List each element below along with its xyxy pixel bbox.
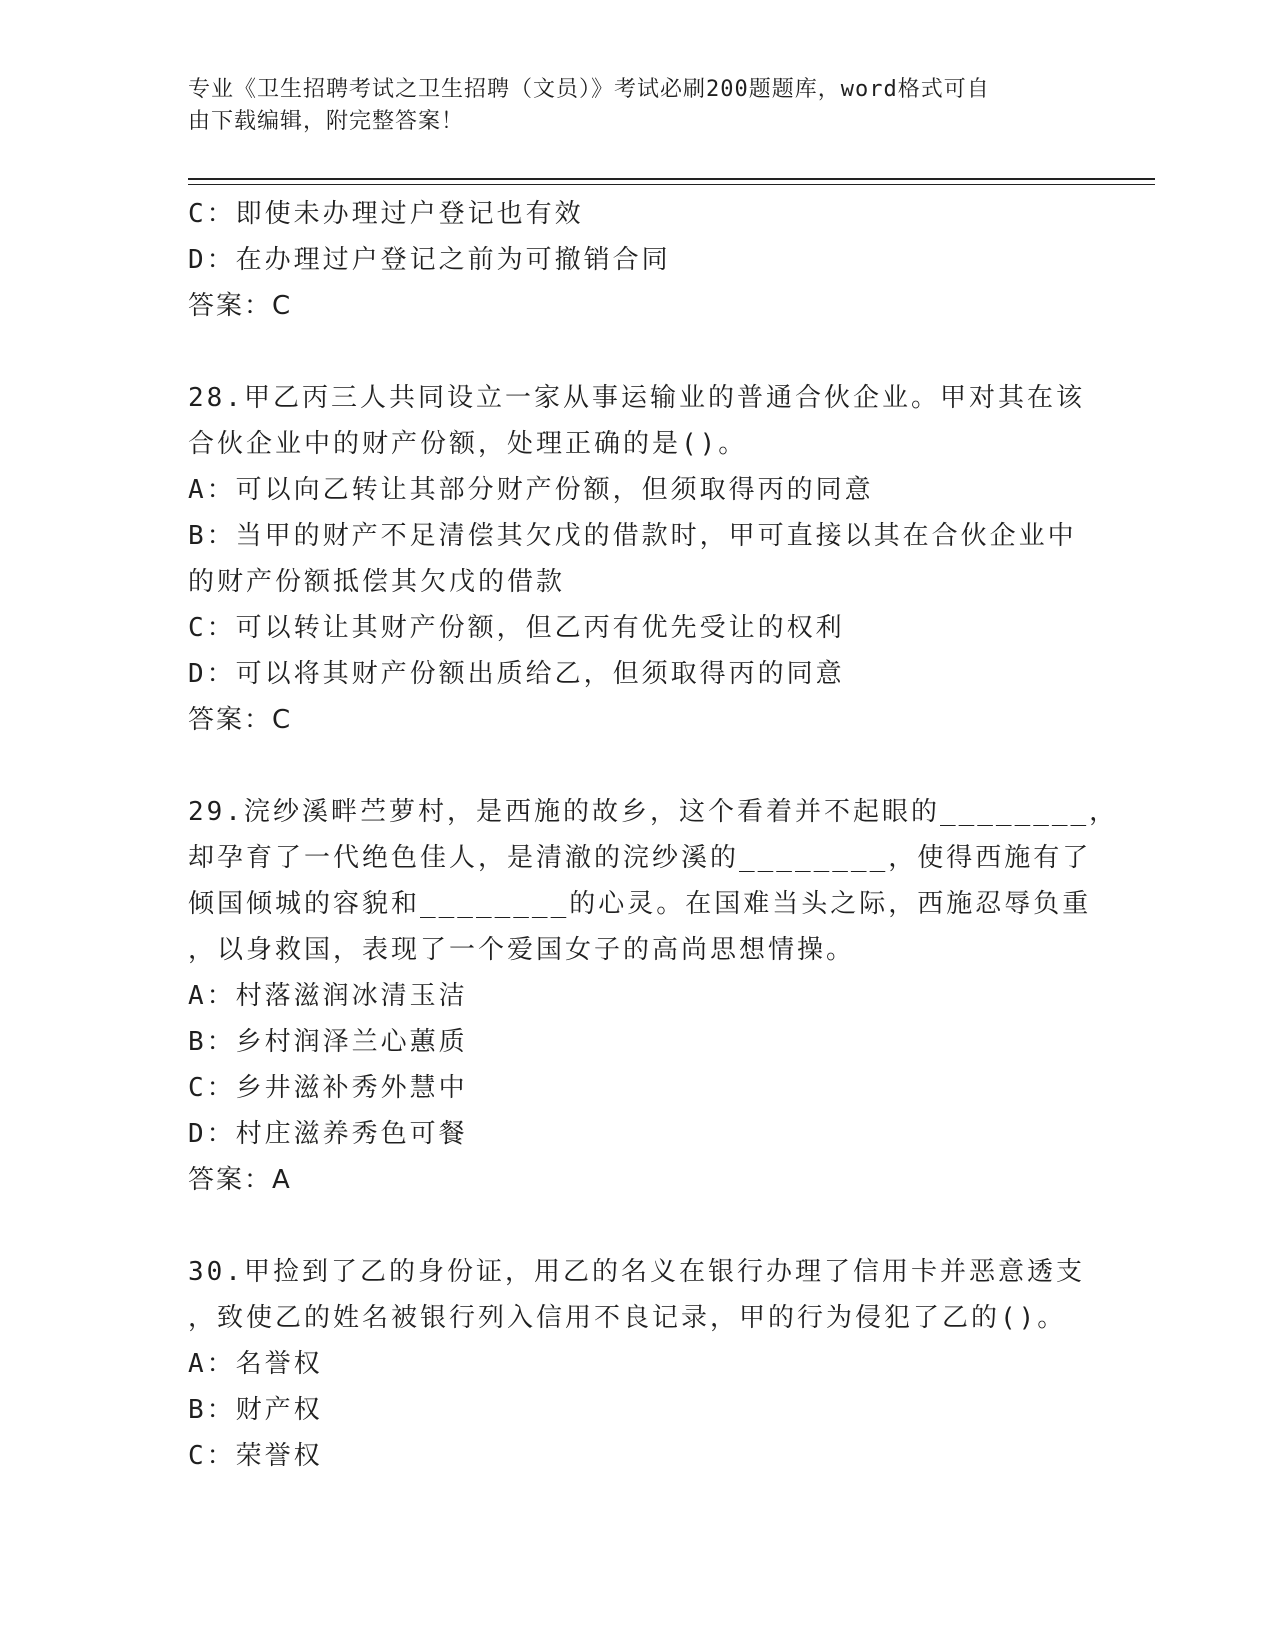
question-28 — [188, 375, 1088, 743]
question-27 — [188, 191, 1088, 329]
spacer — [188, 743, 1088, 789]
q29-answer: 答案：A — [188, 1165, 292, 1195]
q30-option-a: A：名誉权 — [188, 1349, 323, 1379]
q28-stem-line-2: 合伙企业中的财产份额，处理正确的是()。 — [188, 429, 748, 459]
question-list — [188, 191, 1119, 1479]
q30-stem-line-1: 30.甲捡到了乙的身份证，用乙的名义在银行办理了信用卡并恶意透支 — [188, 1257, 1085, 1287]
header-line-1: 专业《卫生招聘考试之卫生招聘（文员）》考试必刷200题题库，word格式可自 — [188, 77, 990, 102]
q29-option-a: A：村落滋润冰清玉洁 — [188, 981, 468, 1011]
q29-stem-line-4: ，以身救国，表现了一个爱国女子的高尚思想情操。 — [188, 935, 856, 965]
spacer — [188, 1203, 1088, 1249]
q28-stem-line-1: 28.甲乙丙三人共同设立一家从事运输业的普通合伙企业。甲对其在该 — [188, 383, 1085, 413]
q27-option-c: C：即使未办理过户登记也有效 — [188, 199, 584, 229]
q29-option-d: D：村庄滋养秀色可餐 — [188, 1119, 468, 1149]
q28-option-d: D：可以将其财产份额出质给乙，但须取得丙的同意 — [188, 659, 845, 689]
q28-option-b-line-2: 的财产份额抵偿其欠戊的借款 — [188, 567, 566, 597]
q29-stem-line-2: 却孕育了一代绝色佳人，是清澈的浣纱溪的________，使得西施有了 — [188, 843, 1092, 873]
q28-answer: 答案：C — [188, 705, 293, 735]
q29-stem-line-3: 倾国倾城的容貌和________的心灵。在国难当头之际，西施忍辱负重 — [188, 889, 1092, 919]
q27-option-d: D：在办理过户登记之前为可撤销合同 — [188, 245, 671, 275]
q28-option-b-line-1: B：当甲的财产不足清偿其欠戊的借款时，甲可直接以其在合伙企业中 — [188, 521, 1077, 551]
spacer — [188, 329, 1088, 375]
header-divider-thin — [188, 184, 1155, 185]
question-29 — [188, 789, 1119, 1203]
q27-answer: 答案：C — [188, 291, 293, 321]
q28-option-c: C：可以转让其财产份额，但乙丙有优先受让的权利 — [188, 613, 845, 643]
question-30 — [188, 1249, 1088, 1479]
q29-option-b: B：乡村润泽兰心蕙质 — [188, 1027, 468, 1057]
q30-option-c: C：荣誉权 — [188, 1441, 323, 1471]
q28-option-a: A：可以向乙转让其部分财产份额，但须取得丙的同意 — [188, 475, 874, 505]
q29-option-c: C：乡井滋补秀外慧中 — [188, 1073, 468, 1103]
header-line-2: 由下载编辑，附完整答案！ — [188, 109, 465, 134]
q30-option-b: B：财产权 — [188, 1395, 323, 1425]
q29-stem-line-1: 29.浣纱溪畔苎萝村，是西施的故乡，这个看着并不起眼的________， — [188, 797, 1119, 827]
document-header — [188, 74, 1088, 138]
q30-stem-line-2: ，致使乙的姓名被银行列入信用不良记录，甲的行为侵犯了乙的()。 — [188, 1303, 1067, 1333]
header-divider-thick — [188, 178, 1155, 180]
